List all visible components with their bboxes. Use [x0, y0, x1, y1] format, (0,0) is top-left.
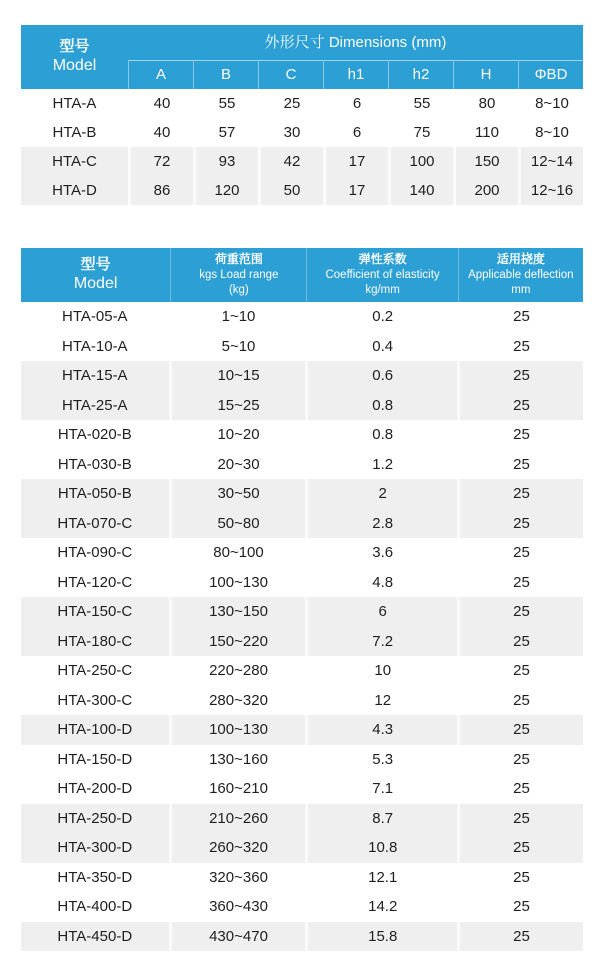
cell-deflection: 25: [513, 455, 530, 473]
cell-value: 100: [388, 147, 453, 176]
dimensions-subheader-row: [128, 61, 583, 89]
cell-deflection: 25: [457, 361, 583, 391]
cell-load-range: 5~10: [221, 337, 256, 355]
cell-coefficient: 12.1: [368, 868, 398, 886]
cell-coefficient: 1.2: [372, 455, 394, 473]
spec-header-model-zh: 型号: [80, 255, 111, 273]
cell-value: 72: [128, 147, 193, 176]
cell-deflection: 25: [513, 691, 530, 709]
cell-deflection: 25: [457, 715, 583, 745]
cell-load-range: 430~470: [169, 922, 306, 952]
cell-value: 55: [413, 95, 431, 112]
table-row: [21, 538, 583, 568]
column-header-h: H: [453, 61, 518, 89]
cell-load-range: 10~20: [217, 426, 260, 444]
table-row: [21, 715, 583, 745]
cell-deflection: 25: [457, 597, 583, 627]
cell-coefficient: 4.3: [305, 715, 457, 745]
cell-value: 57: [218, 124, 236, 141]
spec-header-coef-en: Coefficient of elasticity: [325, 268, 440, 281]
cell-load-range: 100~130: [169, 715, 306, 745]
cell-value: 110: [475, 124, 499, 141]
table-row: [21, 863, 583, 893]
cell-value: 80: [478, 95, 496, 112]
cell-model: HTA-450-D: [57, 927, 133, 945]
cell-value: 8~10: [535, 95, 569, 112]
table-row: [21, 774, 583, 804]
cell-coefficient: 15.8: [305, 922, 457, 952]
cell-model: HTA-300-D: [57, 839, 133, 857]
spec-header-coefficient: [306, 248, 457, 302]
cell-model: HTA-15-A: [62, 367, 128, 385]
table-row: [21, 176, 583, 205]
table-row: [21, 833, 583, 863]
table-row: [21, 332, 583, 362]
spec-header-load-en: kgs Load range: [199, 268, 279, 281]
cell-deflection: 25: [457, 627, 583, 657]
cell-coefficient: 10.8: [305, 833, 457, 863]
cell-value: 55: [218, 95, 236, 112]
cell-coefficient: 7.2: [305, 627, 457, 657]
cell-deflection: 25: [457, 922, 583, 952]
dimensions-model-header-en: Model: [52, 57, 97, 75]
cell-value: 50: [258, 176, 323, 205]
cell-deflection: 25: [457, 391, 583, 421]
cell-coefficient: 0.4: [372, 337, 394, 355]
cell-value: 140: [388, 176, 453, 205]
cell-model: HTA-070-C: [57, 514, 133, 532]
cell-value: 8~10: [535, 124, 569, 141]
table-row: [21, 361, 583, 391]
cell-coefficient: 2.8: [305, 509, 457, 539]
column-header-a: A: [128, 61, 193, 89]
cell-load-range: 260~320: [169, 833, 306, 863]
table-row: [21, 686, 583, 716]
cell-load-range: 30~50: [169, 479, 306, 509]
cell-model: HTA-400-D: [57, 898, 133, 916]
table-row: [21, 118, 583, 147]
table-row: [21, 804, 583, 834]
cell-coefficient: 5.3: [372, 750, 394, 768]
cell-model: HTA-10-A: [62, 337, 128, 355]
cell-model: HTA-090-C: [57, 544, 133, 562]
cell-value: 86: [128, 176, 193, 205]
dimensions-model-column-header: [21, 25, 128, 89]
cell-value: 120: [193, 176, 258, 205]
cell-model: HTA-030-B: [57, 455, 132, 473]
table-row: [21, 656, 583, 686]
table-row: [21, 568, 583, 598]
cell-value: 200: [453, 176, 518, 205]
cell-deflection: 25: [457, 479, 583, 509]
spec-header-deflection: [458, 248, 583, 302]
cell-model: HTA-C: [52, 153, 97, 170]
dimensions-table-body: [21, 89, 583, 205]
cell-deflection: 25: [513, 573, 530, 591]
cell-model: HTA-100-D: [57, 721, 133, 739]
cell-load-range: 10~15: [169, 361, 306, 391]
cell-deflection: 25: [457, 804, 583, 834]
cell-load-range: 130~150: [169, 597, 306, 627]
cell-coefficient: 10: [374, 662, 392, 680]
cell-deflection: 25: [513, 868, 530, 886]
cell-model: HTA-150-C: [57, 603, 133, 621]
cell-model: HTA-180-C: [57, 632, 133, 650]
cell-load-range: 360~430: [209, 898, 268, 916]
cell-model: HTA-150-D: [57, 750, 133, 768]
cell-deflection: 25: [457, 509, 583, 539]
dimensions-group: [128, 25, 583, 89]
cell-coefficient: 0.8: [305, 391, 457, 421]
table-row: [21, 89, 583, 118]
cell-deflection: 25: [513, 544, 530, 562]
column-header-h2: h2: [388, 61, 453, 89]
spec-header-coef-zh: 弹性系数: [358, 252, 407, 267]
table-row: [21, 627, 583, 657]
spec-header-defl-zh: 适用挠度: [496, 252, 545, 267]
cell-value: 75: [413, 124, 431, 141]
table-row: [21, 450, 583, 480]
cell-coefficient: 7.1: [372, 780, 394, 798]
cell-load-range: 1~10: [221, 308, 256, 326]
table-row: [21, 597, 583, 627]
column-header-obd: ΦBD: [518, 61, 583, 89]
cell-load-range: 15~25: [169, 391, 306, 421]
cell-coefficient: 0.2: [372, 308, 394, 326]
cell-load-range: 100~130: [209, 573, 268, 591]
column-header-b: B: [193, 61, 258, 89]
cell-model: HTA-200-D: [57, 780, 133, 798]
cell-model: HTA-020-B: [57, 426, 132, 444]
cell-coefficient: 12: [374, 691, 392, 709]
table-row: [21, 479, 583, 509]
spec-header-model-en: Model: [73, 275, 118, 293]
table-row: [21, 420, 583, 450]
dimensions-group-title: 外形尺寸 Dimensions (mm): [128, 25, 583, 61]
cell-value: 25: [283, 95, 301, 112]
table-row: [21, 509, 583, 539]
column-header-h1: h1: [323, 61, 388, 89]
cell-coefficient: 4.8: [372, 573, 394, 591]
cell-model: HTA-05-A: [62, 308, 128, 326]
table-row: [21, 391, 583, 421]
cell-model: HTA-D: [52, 182, 97, 199]
cell-deflection: 25: [513, 750, 530, 768]
cell-value: 30: [283, 124, 301, 141]
cell-load-range: 20~30: [217, 455, 260, 473]
table-row: [21, 892, 583, 922]
cell-deflection: 25: [513, 898, 530, 916]
spec-header-defl-en: Applicable deflection: [468, 268, 574, 281]
spec-header-coef-unit: kg/mm: [365, 283, 400, 296]
cell-coefficient: 0.8: [372, 426, 394, 444]
cell-value: 40: [153, 124, 171, 141]
cell-value: 6: [352, 124, 362, 141]
cell-load-range: 280~320: [209, 691, 268, 709]
cell-value: 12~16: [518, 176, 583, 205]
table-row: [21, 147, 583, 176]
cell-load-range: 50~80: [169, 509, 306, 539]
cell-model: HTA-350-D: [57, 868, 133, 886]
cell-deflection: 25: [513, 308, 530, 326]
cell-value: 93: [193, 147, 258, 176]
cell-load-range: 210~260: [169, 804, 306, 834]
cell-model: HTA-300-C: [57, 691, 133, 709]
cell-load-range: 160~210: [209, 780, 268, 798]
cell-value: 17: [323, 176, 388, 205]
cell-coefficient: 6: [305, 597, 457, 627]
cell-deflection: 25: [513, 780, 530, 798]
spec-header-load-range: [170, 248, 306, 302]
cell-model: HTA-120-C: [57, 573, 133, 591]
cell-load-range: 220~280: [209, 662, 268, 680]
cell-model: HTA-050-B: [57, 485, 132, 503]
cell-model: HTA-A: [52, 95, 97, 112]
dimensions-table: [21, 25, 583, 205]
table-row: [21, 922, 583, 952]
table-row: [21, 302, 583, 332]
spec-table-header: [21, 248, 583, 302]
cell-load-range: 80~100: [213, 544, 264, 562]
cell-load-range: 150~220: [169, 627, 306, 657]
dimensions-table-header: [21, 25, 583, 89]
cell-value: 12~14: [518, 147, 583, 176]
column-header-c: C: [258, 61, 323, 89]
spec-table-body: [21, 302, 583, 951]
cell-deflection: 25: [513, 426, 530, 444]
cell-coefficient: 0.6: [305, 361, 457, 391]
cell-model: HTA-25-A: [62, 396, 128, 414]
spec-header-load-unit: (kg): [228, 283, 249, 296]
cell-load-range: 130~160: [209, 750, 268, 768]
cell-value: 6: [352, 95, 362, 112]
cell-load-range: 320~360: [209, 868, 268, 886]
cell-model: HTA-B: [52, 124, 97, 141]
cell-value: 42: [258, 147, 323, 176]
cell-value: 150: [453, 147, 518, 176]
table-row: [21, 745, 583, 775]
cell-deflection: 25: [513, 337, 530, 355]
cell-deflection: 25: [513, 662, 530, 680]
spec-header-defl-unit: mm: [511, 283, 531, 296]
spec-header-load-zh: 荷重范围: [214, 252, 263, 267]
cell-coefficient: 14.2: [368, 898, 398, 916]
cell-value: 40: [153, 95, 171, 112]
dimensions-model-header-zh: 型号: [59, 37, 90, 55]
cell-coefficient: 3.6: [372, 544, 394, 562]
cell-model: HTA-250-C: [57, 662, 133, 680]
cell-deflection: 25: [457, 833, 583, 863]
spec-header-model: [21, 248, 170, 302]
cell-model: HTA-250-D: [57, 809, 133, 827]
cell-coefficient: 8.7: [305, 804, 457, 834]
cell-value: 17: [323, 147, 388, 176]
cell-coefficient: 2: [305, 479, 457, 509]
spec-table: [21, 248, 583, 951]
